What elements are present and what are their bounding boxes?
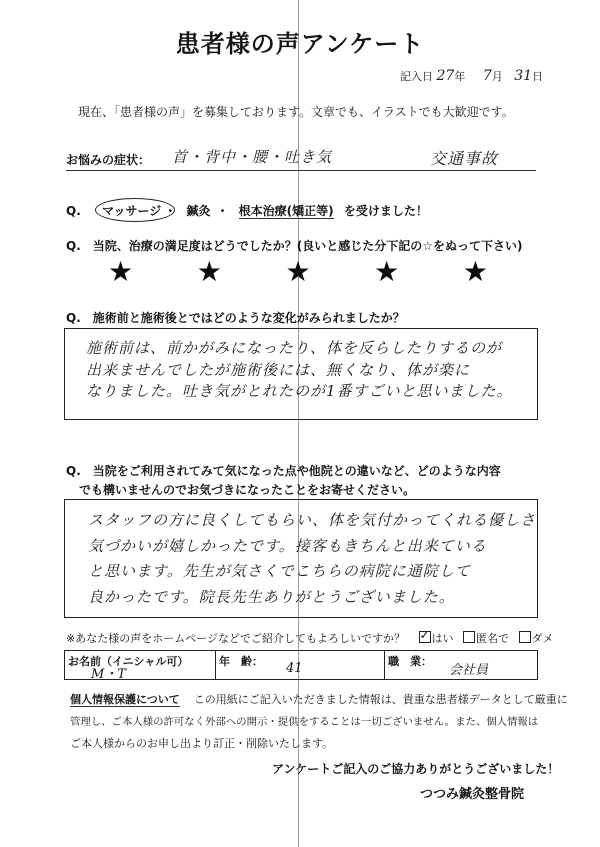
consent-option-no[interactable] (519, 632, 554, 645)
rating-star-icon[interactable]: ★ (374, 255, 400, 288)
checkbox-checked-icon (419, 631, 431, 643)
age-value: 41 (286, 661, 303, 676)
treatment-prefix: Q. (66, 204, 81, 218)
comments-answer-line-3: と思います。先生が気さくでこちらの病院に通院して (88, 562, 471, 580)
privacy-line-1: この用紙にご記入いただきました情報は、貴重な患者様データとして厳重に (193, 693, 568, 706)
treatment-option-massage[interactable] (99, 202, 164, 219)
consent-option-yes-label: はい (431, 632, 454, 645)
rating-star-icon[interactable]: ★ (462, 255, 488, 288)
job-label: 職 業： (388, 655, 432, 668)
job-cell[interactable] (385, 651, 537, 679)
rating-star-icon[interactable]: ★ (196, 255, 222, 288)
date-label: 記入日 (400, 70, 433, 83)
treatment-question (66, 202, 428, 219)
respondent-info-table (64, 650, 538, 680)
age-cell[interactable] (216, 651, 385, 679)
change-answer-line-1: 施術前は、前かがみになったり、体を反らしたりするのが (86, 339, 503, 357)
name-label: お名前（イニシャル可） (68, 655, 189, 668)
name-value: M・T (91, 667, 126, 682)
privacy-line-2: 管理し、ご本人様の許可なく外部への開示・提供をすることは一切ございません。また、個人情報は (70, 716, 539, 728)
privacy-notice (70, 689, 568, 755)
date-month-unit: 月 (491, 70, 503, 83)
change-question: Q. 施術前と施術後とではどのような変化がみられましたか？ (66, 311, 405, 325)
change-answer-line-2: 出来ませんでしたが施術後には、無くなり、体が楽に (86, 361, 471, 379)
privacy-heading: 個人情報保護について (70, 693, 180, 706)
comments-question-line-2: でも構いませんのでお気づきになったことをお寄せください。 (79, 483, 416, 497)
consent-option-no-label: ダメ (531, 632, 554, 645)
job-value: 会社員 (449, 663, 489, 678)
consent-question: ※あなた様の声をホームページなどでご紹介してもよろしいですか？ (66, 632, 405, 645)
page-title: 患者様の声アンケート (175, 30, 425, 58)
symptoms-label: お悩みの症状： (66, 153, 151, 167)
rating-star-icon[interactable]: ★ (108, 255, 134, 288)
comments-answer-line-4: 良かったです。院長先生ありがとうございました。 (88, 588, 455, 606)
checkbox-icon (463, 631, 475, 643)
date-month: 7 (482, 68, 492, 84)
treatment-option-massage-label: マッサージ (101, 204, 162, 218)
name-cell[interactable] (65, 651, 216, 682)
date-year: 27 (436, 68, 455, 84)
comments-question-line-1: Q. 当院をご利用されてみて気になった点や他院との違いなど、どのような内容 (66, 464, 501, 478)
consent-row (66, 630, 554, 646)
intro-text: 現在、「患者様の声」を募集しております。文章でも、イラストでも大歓迎です。 (78, 105, 514, 119)
thanks-message: アンケートご記入のご協力ありがとうございました！ (272, 762, 560, 776)
date-day: 31 (514, 68, 533, 84)
treatment-suffix: を受けました！ (343, 204, 428, 218)
privacy-line-3: ご本人様からのお申し出より訂正・削除いたします。 (70, 737, 334, 750)
consent-option-yes[interactable] (419, 632, 454, 645)
symptoms-answer-extra: 交通事故 (430, 149, 499, 168)
comments-answer-line-1: スタッフの方に良くしてもらい、体を気付かってくれる優しさ (88, 511, 537, 529)
satisfaction-question: Q. 当院、治療の満足度はどうでしたか？(良いと感じた分下記の☆をぬって下さい) (66, 239, 523, 253)
symptoms-underline (66, 170, 536, 171)
treatment-separator: ・ (216, 204, 229, 218)
checkbox-icon (519, 631, 531, 643)
age-label: 年 齢： (219, 655, 263, 668)
entry-date (400, 68, 543, 84)
rating-stars[interactable] (108, 255, 488, 288)
comments-answer-line-2: 気づかいが嬉しかったです。接客もきちんと出来ている (88, 537, 487, 555)
treatment-option-acupuncture[interactable]: 鍼灸 (186, 204, 211, 218)
date-day-unit: 日 (532, 70, 544, 83)
symptoms-answer: 首・背中・腰・吐き気 (172, 148, 333, 166)
date-year-unit: 年 (454, 70, 466, 83)
consent-option-anonymous[interactable] (463, 632, 509, 645)
rating-star-icon[interactable]: ★ (285, 255, 311, 288)
treatment-separator: ・ (164, 204, 177, 218)
change-answer-line-3: なりました。吐き気がとれたのが1番すごいと思いました。 (86, 382, 513, 400)
consent-option-anonymous-label: 匿名で (476, 632, 509, 645)
selection-circle (95, 198, 175, 222)
treatment-option-root[interactable]: 根本治療(矯正等) (238, 204, 334, 218)
clinic-name: つつみ鍼灸整骨院 (420, 787, 525, 802)
